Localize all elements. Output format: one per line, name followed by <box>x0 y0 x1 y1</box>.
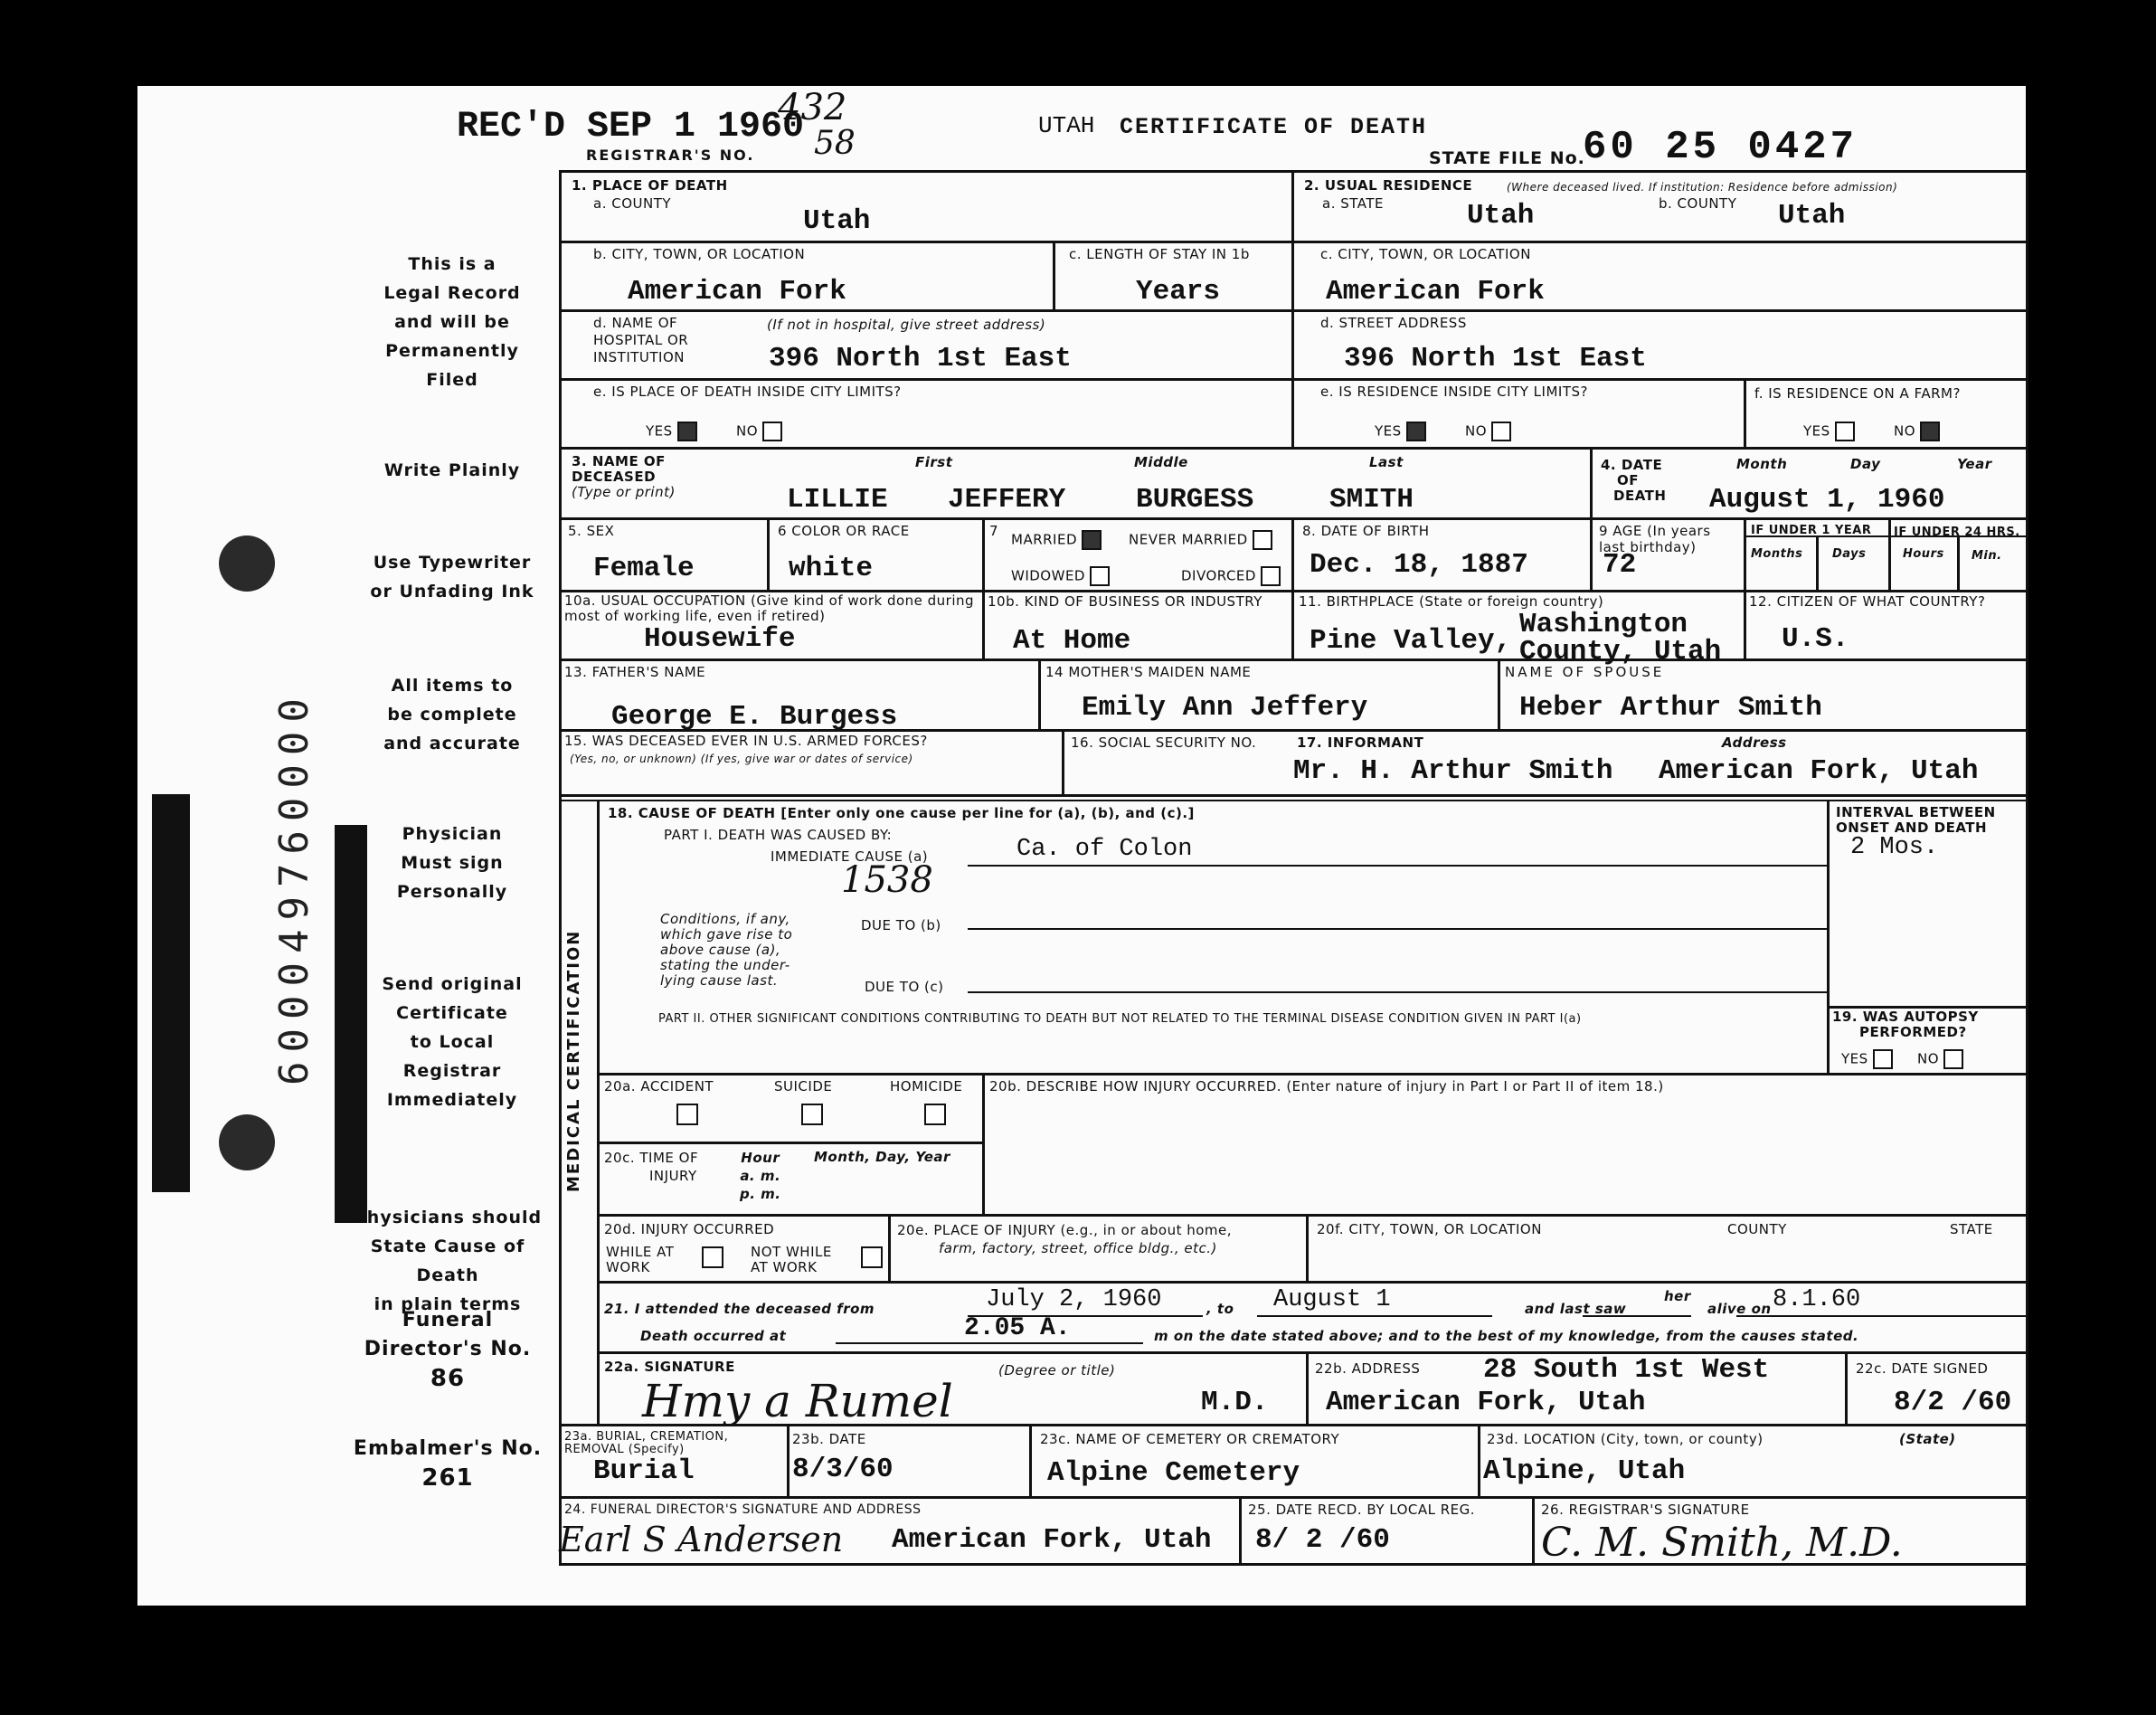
sidebar-legal-record: This is a Legal Record and will be Permanently Filed <box>383 254 521 390</box>
received-stamp: REC'D SEP 1 1960 <box>457 107 805 147</box>
film-number: 600049760000 <box>271 689 317 1085</box>
sidebar-funeral-director: Funeral Director's No. 86 <box>364 1309 532 1392</box>
date-of-birth: Dec. 18, 1887 <box>1310 549 1528 581</box>
injury-state-label: STATE <box>1950 1221 1993 1237</box>
birthplace-county-1: Washington <box>1519 609 1688 640</box>
divorced-option[interactable]: DIVORCED <box>1181 566 1281 586</box>
place-of-injury-label: 20e. PLACE OF INJURY (e.g., in or about home, farm, factory, street, office bldg., etc.) <box>897 1222 1233 1256</box>
first-label: First <box>915 454 953 470</box>
residence-city: American Fork <box>1326 276 1545 308</box>
date-of-death-label: 4. DATE OF DEATH <box>1601 457 1667 504</box>
date-of-death: August 1, 1960 <box>1709 484 1945 516</box>
conditions-label: Conditions, if any, which gave rise to above cause (a), stating the under- lying cause last. <box>660 911 793 989</box>
while-at-work-checkbox[interactable] <box>702 1246 723 1268</box>
funeral-director-signature: Earl S Andersen <box>559 1520 844 1559</box>
registrar-no-label: REGISTRAR'S NO. <box>586 147 755 164</box>
armed-forces-note: (Yes, no, or unknown) (If yes, give war or dates of service) <box>570 753 913 765</box>
birthplace-town: Pine Valley, <box>1310 625 1512 657</box>
time-of-injury-label: 20c. TIME OF INJURY <box>604 1150 699 1184</box>
physician-address-2: American Fork, Utah <box>1326 1387 1646 1418</box>
sidebar-write-plainly: Write Plainly <box>383 460 521 480</box>
inside-city-label: e. IS PLACE OF DEATH INSIDE CITY LIMITS? <box>593 384 902 400</box>
residence-inside-city-yes[interactable]: YES <box>1375 422 1426 441</box>
part-2-label: PART II. OTHER SIGNIFICANT CONDITIONS CONTRIBUTING TO DEATH BUT NOT RELATED TO THE TERMINAL DISEASE CONDITION GIVEN IN PART I(a) <box>658 1012 1582 1026</box>
residence-county-label: b. COUNTY <box>1659 195 1737 212</box>
alive-on-label: alive on <box>1707 1301 1772 1317</box>
residence-inside-city-no[interactable]: NO <box>1465 422 1511 441</box>
farm-yes[interactable]: YES <box>1803 422 1855 441</box>
spouse-label: NAME OF SPOUSE <box>1505 664 1665 680</box>
day-label: Day <box>1850 456 1881 472</box>
sidebar-send-original: Send original Certificate to Local Registrar Immediately <box>382 974 523 1110</box>
citizenship: U.S. <box>1782 623 1849 655</box>
attended-to: August 1 <box>1273 1286 1391 1313</box>
death-occurred-label: Death occurred at <box>640 1328 787 1344</box>
medical-certification-label: MEDICAL CERTIFICATION <box>564 929 583 1192</box>
farm-no[interactable]: NO <box>1894 422 1940 441</box>
funeral-director-address: American Fork, Utah <box>892 1524 1212 1556</box>
autopsy-label: 19. WAS AUTOPSY PERFORMED? <box>1832 1009 1979 1040</box>
age: 72 <box>1603 549 1637 581</box>
cause-code: 1538 <box>841 859 933 901</box>
farm-label: f. IS RESIDENCE ON A FARM? <box>1754 385 1961 402</box>
last-label: Last <box>1369 454 1404 470</box>
due-to-c-label: DUE TO (c) <box>865 979 944 995</box>
business-label: 10b. KIND OF BUSINESS OR INDUSTRY <box>988 593 1262 610</box>
armed-forces-label: 15. WAS DECEASED EVER IN U.S. ARMED FORCES? <box>564 733 928 749</box>
marital-label: 7 <box>989 523 999 539</box>
punch-hole <box>219 535 275 592</box>
hospital-label: d. NAME OF HOSPITAL OR INSTITUTION <box>593 315 689 365</box>
length-of-stay: Years <box>1136 276 1221 308</box>
date-received: 8/ 2 /60 <box>1255 1524 1390 1556</box>
cemetery: Alpine Cemetery <box>1047 1457 1300 1489</box>
deceased-last: SMITH <box>1329 484 1414 516</box>
last-saw-date: 8.1.60 <box>1773 1286 1861 1313</box>
injury-date-label: Month, Day, Year <box>814 1149 950 1165</box>
hour-ampm-label: Hour a. m. p. m. <box>740 1150 781 1202</box>
injury-description-label: 20b. DESCRIBE HOW INJURY OCCURRED. (Enter nature of injury in Part I or Part II of item 18.) <box>989 1078 1664 1094</box>
burial-state-label: (State) <box>1899 1431 1956 1447</box>
handwritten-number: 432 <box>778 87 847 128</box>
immediate-cause: Ca. of Colon <box>1017 836 1193 863</box>
time-of-death: 2.05 A. <box>964 1314 1071 1342</box>
informant-address-label: Address <box>1722 734 1787 751</box>
spouse-name: Heber Arthur Smith <box>1519 692 1822 724</box>
death-city: American Fork <box>628 276 846 308</box>
registrar-signature: C. M. Smith, M.D. <box>1541 1520 1903 1566</box>
ssn-label: 16. SOCIAL SECURITY NO. <box>1071 734 1257 751</box>
father-label: 13. FATHER'S NAME <box>564 664 706 680</box>
race-label: 6 COLOR OR RACE <box>778 523 910 539</box>
city-label: b. CITY, TOWN, OR LOCATION <box>593 246 806 262</box>
hospital-address: 396 North 1st East <box>769 343 1072 374</box>
never-married-option[interactable]: NEVER MARRIED <box>1129 530 1272 550</box>
mother-label: 14 MOTHER'S MAIDEN NAME <box>1045 664 1252 680</box>
residence-street: 396 North 1st East <box>1344 343 1647 374</box>
days-label: Days <box>1832 547 1867 561</box>
street-address-label: d. STREET ADDRESS <box>1320 315 1467 331</box>
sidebar-state-cause: Physicians should State Cause of Death in plain terms <box>353 1208 543 1314</box>
dob-label: 8. DATE OF BIRTH <box>1302 523 1430 539</box>
birthplace-county-2: County, Utah <box>1519 636 1722 668</box>
date-signed: 8/2 /60 <box>1894 1387 2012 1418</box>
county-label: a. COUNTY <box>593 195 672 212</box>
state-file-value: 60 25 0427 <box>1583 125 1858 170</box>
autopsy-no[interactable]: NO <box>1917 1049 1963 1069</box>
death-inside-city-yes[interactable]: YES <box>646 422 697 441</box>
residence-state: Utah <box>1467 200 1535 232</box>
middle-label: Middle <box>1134 454 1188 470</box>
hospital-note: (If not in hospital, give street address) <box>767 317 1046 333</box>
due-to-b-label: DUE TO (b) <box>861 917 941 933</box>
last-saw-label: and last saw <box>1525 1301 1627 1317</box>
degree: M.D. <box>1201 1387 1269 1418</box>
burial-date: 8/3/60 <box>792 1454 894 1485</box>
title-prefix: UTAH <box>1038 112 1095 139</box>
autopsy-yes[interactable]: YES <box>1841 1049 1893 1069</box>
injury-city-label: 20f. CITY, TOWN, OR LOCATION <box>1317 1221 1542 1237</box>
informant-name: Mr. H. Arthur Smith <box>1293 755 1613 787</box>
year-label: Year <box>1957 456 1992 472</box>
physician-address-label: 22b. ADDRESS <box>1315 1360 1421 1377</box>
occupation: Housewife <box>644 623 796 655</box>
accident-checkbox[interactable] <box>676 1104 698 1125</box>
cemetery-label: 23c. NAME OF CEMETERY OR CREMATORY <box>1040 1431 1340 1447</box>
injury-county-label: COUNTY <box>1727 1221 1787 1237</box>
occupation-label: 10a. USUAL OCCUPATION (Give kind of work done during most of working life, even if retired) <box>564 592 975 624</box>
deceased-first: LILLIE <box>787 484 888 516</box>
month-label: Month <box>1736 456 1788 472</box>
stay-label: c. LENGTH OF STAY IN 1b <box>1069 246 1250 262</box>
part-1-label: PART I. DEATH WAS CAUSED BY: <box>664 827 893 843</box>
place-of-death-label: 1. PLACE OF DEATH <box>572 177 728 194</box>
registrar-signature-label: 26. REGISTRAR'S SIGNATURE <box>1541 1502 1750 1518</box>
attended-label: 21. I attended the deceased from <box>604 1301 875 1317</box>
attended-to-label: , to <box>1206 1301 1234 1317</box>
under-24-hrs-label: IF UNDER 24 HRS. <box>1894 526 2020 539</box>
interval: 2 Mos. <box>1850 834 1939 861</box>
informant-label: 17. INFORMANT <box>1297 734 1424 751</box>
registrar-no-value: 58 <box>814 125 856 162</box>
citizen-label: 12. CITIZEN OF WHAT COUNTRY? <box>1749 593 1986 610</box>
state-file-label: STATE FILE No. <box>1429 148 1585 168</box>
deceased-name-label: 3. NAME OF DECEASED (Type or print) <box>572 453 676 500</box>
suicide-label: SUICIDE <box>774 1078 833 1094</box>
date-received-label: 25. DATE RECD. BY LOCAL REG. <box>1248 1502 1476 1518</box>
immediate-cause-label: IMMEDIATE CAUSE (a) <box>771 848 929 865</box>
attended-from: July 2, 1960 <box>986 1286 1162 1313</box>
residence-inside-city-label: e. IS RESIDENCE INSIDE CITY LIMITS? <box>1320 384 1588 400</box>
her-label: her <box>1664 1288 1691 1304</box>
not-while-at-work-checkbox[interactable] <box>861 1246 883 1268</box>
mother-name: Emily Ann Jeffery <box>1082 692 1368 724</box>
date-signed-label: 22c. DATE SIGNED <box>1856 1360 1989 1377</box>
physician-address-1: 28 South 1st West <box>1483 1354 1770 1386</box>
degree-label: (Degree or title) <box>998 1362 1116 1379</box>
accident-label: 20a. ACCIDENT <box>604 1078 714 1094</box>
under-1-year-label: IF UNDER 1 YEAR <box>1751 524 1872 537</box>
sidebar-complete: All items to be complete and accurate <box>383 676 521 753</box>
minutes-label: Min. <box>1972 549 2002 563</box>
burial-label: 23a. BURIAL, CREMATION, REMOVAL (Specify) <box>564 1430 729 1456</box>
hours-label: Hours <box>1903 547 1944 561</box>
punch-hole <box>219 1114 275 1170</box>
not-while-at-work-label: NOT WHILE AT WORK <box>751 1244 832 1275</box>
deceased-maiden: BURGESS <box>1136 484 1254 516</box>
disposition: Burial <box>593 1455 695 1487</box>
father-name: George E. Burgess <box>611 701 898 733</box>
time-suffix: m on the date stated above; and to the best of my knowledge, from the causes stated. <box>1154 1328 1859 1344</box>
residence-county: Utah <box>1778 200 1846 232</box>
homicide-checkbox[interactable] <box>924 1104 946 1125</box>
death-county: Utah <box>803 205 871 237</box>
deceased-middle: JEFFERY <box>948 484 1066 516</box>
residence-state-label: a. STATE <box>1322 195 1384 212</box>
widowed-option[interactable]: WIDOWED <box>1011 566 1110 586</box>
burial-date-label: 23b. DATE <box>792 1431 866 1447</box>
sidebar-physician: Physician Must sign Personally <box>396 824 508 902</box>
death-inside-city-no[interactable]: NO <box>736 422 782 441</box>
while-at-work-label: WHILE AT WORK <box>606 1244 675 1275</box>
interval-label: INTERVAL BETWEEN ONSET AND DEATH <box>1836 804 1996 836</box>
physician-signature: Hmy a Rumel <box>642 1375 953 1427</box>
married-option[interactable]: MARRIED <box>1011 530 1102 550</box>
title: CERTIFICATE OF DEATH <box>1120 114 1428 140</box>
funeral-director-label: 24. FUNERAL DIRECTOR'S SIGNATURE AND ADDRESS <box>564 1502 922 1517</box>
suicide-checkbox[interactable] <box>801 1104 823 1125</box>
redaction-bar <box>152 794 190 1192</box>
residence-note: (Where deceased lived. If institution: Residence before admission) <box>1507 181 1898 194</box>
cause-of-death-label: 18. CAUSE OF DEATH [Enter only one cause per line for (a), (b), and (c).] <box>608 805 1195 821</box>
sidebar-embalmer: Embalmer's No. 261 <box>353 1437 543 1492</box>
sex: Female <box>593 553 695 584</box>
birthplace-label: 11. BIRTHPLACE (State or foreign country) <box>1299 593 1604 610</box>
usual-residence-label: 2. USUAL RESIDENCE <box>1304 177 1473 194</box>
age-label: 9 AGE (In years last birthday) <box>1599 523 1711 555</box>
informant-address: American Fork, Utah <box>1659 755 1979 787</box>
race: white <box>789 553 874 584</box>
months-label: Months <box>1751 547 1803 561</box>
residence-city-label: c. CITY, TOWN, OR LOCATION <box>1320 246 1531 262</box>
homicide-label: HOMICIDE <box>890 1078 963 1094</box>
injury-occurred-label: 20d. INJURY OCCURRED <box>604 1221 775 1237</box>
business: At Home <box>1013 625 1131 657</box>
burial-location-label: 23d. LOCATION (City, town, or county) <box>1487 1431 1764 1447</box>
signature-label: 22a. SIGNATURE <box>604 1359 735 1375</box>
sex-label: 5. SEX <box>568 523 615 539</box>
sidebar-typewriter: Use Typewriter or Unfading Ink <box>370 553 534 602</box>
burial-location: Alpine, Utah <box>1483 1455 1686 1487</box>
